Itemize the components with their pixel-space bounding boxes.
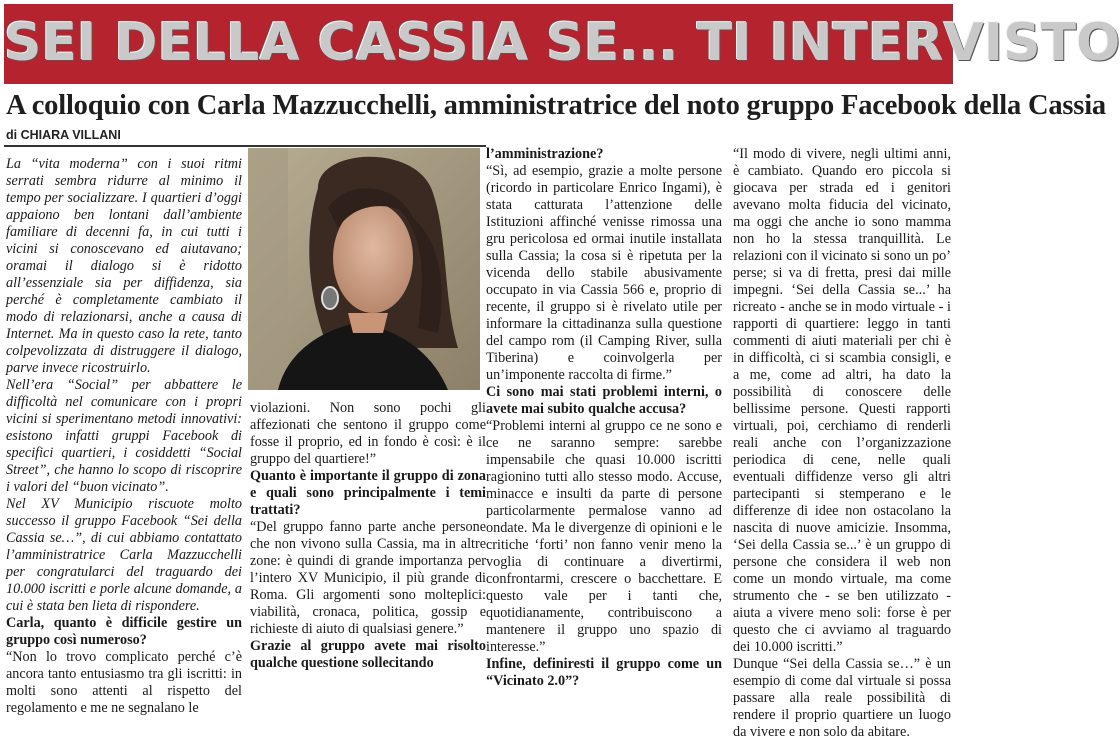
portrait-photo-icon (248, 148, 480, 390)
question-1: Carla, quanto è difficile gestire un gruppo così numeroso? (6, 615, 242, 648)
column-1 (6, 156, 242, 717)
question-4: Ci sono mai stati problemi interni, o avete mai subito qualche accusa? (486, 384, 722, 417)
closing-paragraph: Dunque “Sei della Cassia se…” è un esempio di come dal virtuale si possa passare alla reale possibilità di rendere il proprio quartiere un luogo da vivere e non solo da abitare. (733, 656, 951, 740)
intro-paragraph-3: Nel XV Municipio riscuote molto successo il gruppo Facebook “Sei della Cassia se…”, di cui abbiamo contattato l’amministratrice Carla Mazzucchelli per congratularci del traguardo dei 10.000 iscritti e porle alcune domande, a cui è stata ben lieta di rispondere. (6, 496, 242, 614)
question-2: Quanto è importante il gruppo di zona e quali sono principalmente i temi trattati? (250, 468, 486, 518)
article-subtitle: A colloquio con Carla Mazzucchelli, amministratrice del noto gruppo Facebook della Cassia (6, 90, 1106, 121)
answer-3: “Sì, ad esempio, grazie a molte persone (ricordo in particolare Enrico Ingami), è stata catturata l’attenzione delle Istituzioni affinché venisse rimossa una gru pericolosa ed ormai inutile installata sulla Cassia; la cosa si è ripetuta per la vicenda dello stabile abusivamente occupato in via Cassia 566 e, proprio di recente, il gruppo si è rivelato utile per informare la cittadinanza sulla questione del campo rom (il Camping River, sulla Tiberina) e coinvolgerla per un’imponente raccolta di firme.” (486, 163, 722, 383)
answer-1-end: violazioni. Non sono pochi gli affezionati che sentono il gruppo come fosse il proprio, ed in fondo è così: è il gruppo del quartiere!” (250, 400, 486, 467)
column-3 (486, 146, 722, 690)
answer-5: “Il modo di vivere, negli ultimi anni, è cambiato. Quando ero piccola si giocava per strada ed i genitori avevano molta fiducia del vicinato, ma oggi che anche io sono mamma non ho la stessa tranquillità. Le relazioni con il vicinato si sono un po’ perse; si va di fretta, presi dai mille impegni. ‘Sei della Cassia se...’ ha ricreato - anche se in modo virtuale - i rapporti di quartiere: leggo in tanti commenti di aiuti materiali per chi è in difficoltà, ci si scambia consigli, e a me, come ad altri, ha dato la possibilità di conoscere delle bellissime persone. Questi rapporti virtuali, poi, cerchiamo di renderli reali anche con l’organizzazione periodica di cene, nelle quali eventuali diffidenze verso gli altri partecipanti si stemperano e le differenze di idee non ostacolano la nascita di nuove amicizie. Insomma, ‘Sei della Cassia se...’ è un gruppo di persone che considera il web non come un mondo virtuale, ma come strumento che - se ben utilizzato - aiuta a vivere meno soli: forse è per questo che ci avviamo al traguardo dei 10.000 iscritti.” (733, 146, 951, 655)
portrait-photo (248, 148, 480, 390)
title-banner (4, 4, 1120, 84)
question-5: Infine, definiresti il gruppo come un “Vicinato 2.0”? (486, 656, 722, 689)
answer-1-start: “Non lo trovo complicato perché c’è ancora tanto entusiasmo tra gli iscritti: in molti sono attenti al rispetto del regolamento e me ne segnalano le (6, 649, 242, 716)
column-4 (733, 146, 951, 741)
byline-rule (4, 145, 486, 147)
banner-title: SEI DELLA CASSIA SE... TI INTERVISTO (4, 13, 1120, 73)
intro (6, 156, 242, 615)
byline: di CHIARA VILLANI (6, 128, 121, 142)
intro-paragraph-2: Nell’era “Social” per abbattere le difficoltà nel comunicare con i propri vicini si sperimentano metodi innovativi: esistono infatti gruppi Facebook di specifici quartieri, i cosiddetti “Social Street”, che hanno lo scopo di riscoprire i valori del “buon vicinato”. (6, 377, 242, 495)
intro-paragraph-1: La “vita moderna” con i suoi ritmi serrati sembra ridurre al minimo il tempo per socializzare. I quartieri d’oggi appaiono ben lontani dall’ambiente familiare di decenni fa, in cui tutti i vicini si conoscevano ed aiutavano; oramai il dialogo si è ridotto all’essenziale sia per diffidenza, sia perché è completamente cambiato il modo di relazionarsi, anche a causa di Internet. Ma in questo caso la rete, tanto colpevolizzata di distruggere il dialogo, parve invece ricostruirlo. (6, 156, 242, 376)
answer-4: “Problemi interni al gruppo ce ne sono e ce ne saranno sempre: sarebbe impensabile che quasi 10.000 iscritti ragionino tutti allo stesso modo. Accuse, minacce e insulti da parte di persone particolarmente permalose vanno ad ondate. Ma le divergenze di opinioni e le critiche ‘forti’ non fanno venir meno la voglia di continuare a divertirmi, confrontarmi, crescere o bacchettare. E questo vale per i tanti che, quotidianamente, contribuiscono a mantenere il gruppo uno spazio di interesse.” (486, 418, 722, 655)
question-3-end: l’amministrazione? (486, 146, 604, 162)
column-2 (250, 400, 486, 672)
answer-2: “Del gruppo fanno parte anche persone che non vivono sulla Cassia, ma in altre zone: è quindi di grande importanza per l’intero XV Municipio, il più grande di Roma. Gli argomenti sono molteplici: viabilità, cronaca, politica, gossip e richieste di aiuto di qualsiasi genere.” (250, 519, 486, 637)
question-3-start: Grazie al gruppo avete mai risolto qualche questione sollecitando (250, 638, 486, 671)
